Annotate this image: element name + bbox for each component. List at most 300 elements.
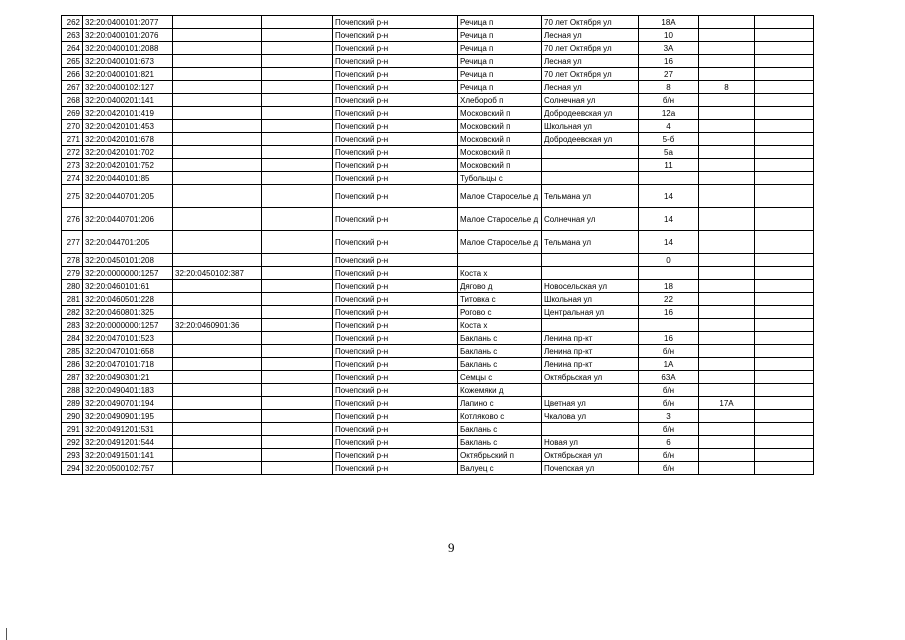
- empty-cell: [262, 94, 333, 107]
- flat-number-cell: [699, 462, 755, 475]
- secondary-cadastral-number: [173, 332, 262, 345]
- row-number: 289: [62, 397, 83, 410]
- street-cell: [542, 423, 639, 436]
- settlement-cell: Речица п: [458, 29, 542, 42]
- empty-cell: [262, 410, 333, 423]
- empty-cell: [262, 172, 333, 185]
- settlement-cell: Московский п: [458, 159, 542, 172]
- empty-cell: [262, 267, 333, 280]
- district-cell: Почепский р-н: [333, 42, 458, 55]
- row-number: 267: [62, 81, 83, 94]
- settlement-cell: Московский п: [458, 146, 542, 159]
- empty-cell: [262, 55, 333, 68]
- settlement-cell: Речица п: [458, 68, 542, 81]
- row-number: 287: [62, 371, 83, 384]
- flat-number-cell: [699, 293, 755, 306]
- empty-cell: [755, 55, 814, 68]
- table-row: [62, 159, 814, 172]
- secondary-cadastral-number: [173, 410, 262, 423]
- flat-number-cell: [699, 319, 755, 332]
- empty-cell: [262, 159, 333, 172]
- street-cell: [542, 146, 639, 159]
- row-number: 276: [62, 208, 83, 231]
- flat-number-cell: [699, 267, 755, 280]
- empty-cell: [755, 185, 814, 208]
- house-number-cell: б/н: [639, 345, 699, 358]
- empty-cell: [755, 449, 814, 462]
- secondary-cadastral-number: [173, 306, 262, 319]
- flat-number-cell: [699, 345, 755, 358]
- empty-cell: [755, 94, 814, 107]
- row-number: 272: [62, 146, 83, 159]
- secondary-cadastral-number: [173, 231, 262, 254]
- empty-cell: [262, 120, 333, 133]
- cadastral-number: 32:20:0460101:61: [83, 280, 173, 293]
- flat-number-cell: [699, 208, 755, 231]
- row-number: 266: [62, 68, 83, 81]
- empty-cell: [262, 280, 333, 293]
- cadastral-number: 32:20:0420101:752: [83, 159, 173, 172]
- district-cell: Почепский р-н: [333, 410, 458, 423]
- empty-cell: [755, 172, 814, 185]
- row-number: 264: [62, 42, 83, 55]
- table-row: [62, 358, 814, 371]
- row-number: 268: [62, 94, 83, 107]
- cadastral-number: 32:20:0470101:718: [83, 358, 173, 371]
- street-cell: Солнечная ул: [542, 94, 639, 107]
- flat-number-cell: [699, 410, 755, 423]
- cadastral-number: 32:20:0490401:183: [83, 384, 173, 397]
- cadastral-number: 32:20:0460501:228: [83, 293, 173, 306]
- district-cell: Почепский р-н: [333, 185, 458, 208]
- settlement-cell: Хлебороб п: [458, 94, 542, 107]
- table-row: [62, 449, 814, 462]
- settlement-cell: Баклань с: [458, 436, 542, 449]
- street-cell: Чкалова ул: [542, 410, 639, 423]
- row-number: 281: [62, 293, 83, 306]
- table-row: [62, 94, 814, 107]
- settlement-cell: Баклань с: [458, 345, 542, 358]
- secondary-cadastral-number: [173, 120, 262, 133]
- empty-cell: [755, 280, 814, 293]
- house-number-cell: 14: [639, 208, 699, 231]
- secondary-cadastral-number: [173, 55, 262, 68]
- row-number: 269: [62, 107, 83, 120]
- empty-cell: [755, 319, 814, 332]
- flat-number-cell: 17А: [699, 397, 755, 410]
- settlement-cell: Московский п: [458, 133, 542, 146]
- empty-cell: [755, 293, 814, 306]
- cadastral-number: 32:20:0470101:523: [83, 332, 173, 345]
- row-number: 294: [62, 462, 83, 475]
- district-cell: Почепский р-н: [333, 280, 458, 293]
- street-cell: [542, 384, 639, 397]
- flat-number-cell: [699, 185, 755, 208]
- table-row: [62, 319, 814, 332]
- flat-number-cell: [699, 423, 755, 436]
- house-number-cell: 18А: [639, 16, 699, 29]
- table-row: [62, 306, 814, 319]
- district-cell: Почепский р-н: [333, 81, 458, 94]
- settlement-cell: Лапино с: [458, 397, 542, 410]
- table-row: [62, 42, 814, 55]
- house-number-cell: 5а: [639, 146, 699, 159]
- empty-cell: [755, 68, 814, 81]
- settlement-cell: Речица п: [458, 81, 542, 94]
- empty-cell: [262, 133, 333, 146]
- secondary-cadastral-number: [173, 42, 262, 55]
- empty-cell: [755, 146, 814, 159]
- table-row: [62, 410, 814, 423]
- house-number-cell: б/н: [639, 462, 699, 475]
- table-row: [62, 81, 814, 94]
- empty-cell: [755, 42, 814, 55]
- street-cell: Ленина пр-кт: [542, 358, 639, 371]
- flat-number-cell: [699, 146, 755, 159]
- house-number-cell: 16: [639, 306, 699, 319]
- district-cell: Почепский р-н: [333, 55, 458, 68]
- street-cell: [542, 267, 639, 280]
- secondary-cadastral-number: [173, 81, 262, 94]
- cadastral-number: 32:20:0420101:702: [83, 146, 173, 159]
- settlement-cell: Речица п: [458, 55, 542, 68]
- row-number: 274: [62, 172, 83, 185]
- district-cell: Почепский р-н: [333, 293, 458, 306]
- table-row: [62, 462, 814, 475]
- house-number-cell: 6: [639, 436, 699, 449]
- secondary-cadastral-number: [173, 133, 262, 146]
- street-cell: Центральная ул: [542, 306, 639, 319]
- flat-number-cell: [699, 371, 755, 384]
- secondary-cadastral-number: [173, 397, 262, 410]
- empty-cell: [262, 29, 333, 42]
- table-row: [62, 332, 814, 345]
- flat-number-cell: [699, 68, 755, 81]
- cadastral-number: 32:20:0450101:208: [83, 254, 173, 267]
- settlement-cell: Тубольцы с: [458, 172, 542, 185]
- settlement-cell: Коста х: [458, 267, 542, 280]
- empty-cell: [262, 423, 333, 436]
- street-cell: Октябрьская ул: [542, 449, 639, 462]
- district-cell: Почепский р-н: [333, 306, 458, 319]
- row-number: 277: [62, 231, 83, 254]
- district-cell: Почепский р-н: [333, 423, 458, 436]
- street-cell: [542, 159, 639, 172]
- empty-cell: [262, 397, 333, 410]
- cadastral-number: 32:20:0490701:194: [83, 397, 173, 410]
- empty-cell: [755, 410, 814, 423]
- empty-cell: [755, 16, 814, 29]
- empty-cell: [262, 384, 333, 397]
- flat-number-cell: [699, 159, 755, 172]
- street-cell: Почепская ул: [542, 462, 639, 475]
- secondary-cadastral-number: [173, 29, 262, 42]
- table-row: [62, 133, 814, 146]
- row-number: 282: [62, 306, 83, 319]
- cadastral-number: 32:20:0000000:1257: [83, 319, 173, 332]
- empty-cell: [755, 120, 814, 133]
- street-cell: Цветная ул: [542, 397, 639, 410]
- district-cell: Почепский р-н: [333, 29, 458, 42]
- table-row: [62, 68, 814, 81]
- row-number: 273: [62, 159, 83, 172]
- table-row: [62, 55, 814, 68]
- street-cell: Октябрьская ул: [542, 371, 639, 384]
- district-cell: Почепский р-н: [333, 172, 458, 185]
- street-cell: Ленина пр-кт: [542, 345, 639, 358]
- secondary-cadastral-number: [173, 68, 262, 81]
- district-cell: Почепский р-н: [333, 133, 458, 146]
- street-cell: Лесная ул: [542, 81, 639, 94]
- cadastral-number: 32:20:0400101:821: [83, 68, 173, 81]
- flat-number-cell: [699, 16, 755, 29]
- row-number: 278: [62, 254, 83, 267]
- district-cell: Почепский р-н: [333, 436, 458, 449]
- flat-number-cell: [699, 172, 755, 185]
- empty-cell: [755, 462, 814, 475]
- cadastral-number: 32:20:0500102:757: [83, 462, 173, 475]
- empty-cell: [755, 358, 814, 371]
- secondary-cadastral-number: [173, 384, 262, 397]
- district-cell: Почепский р-н: [333, 345, 458, 358]
- settlement-cell: Баклань с: [458, 423, 542, 436]
- settlement-cell: Дягово д: [458, 280, 542, 293]
- flat-number-cell: [699, 280, 755, 293]
- table-row: [62, 293, 814, 306]
- secondary-cadastral-number: [173, 345, 262, 358]
- house-number-cell: 22: [639, 293, 699, 306]
- street-cell: Солнечная ул: [542, 208, 639, 231]
- secondary-cadastral-number: [173, 462, 262, 475]
- settlement-cell: Малое Староселье д: [458, 185, 542, 208]
- flat-number-cell: 8: [699, 81, 755, 94]
- flat-number-cell: [699, 306, 755, 319]
- flat-number-cell: [699, 254, 755, 267]
- row-number: 291: [62, 423, 83, 436]
- empty-cell: [262, 462, 333, 475]
- house-number-cell: 3: [639, 410, 699, 423]
- table-row: [62, 107, 814, 120]
- house-number-cell: б/н: [639, 423, 699, 436]
- secondary-cadastral-number: [173, 280, 262, 293]
- registry-rows: [62, 16, 814, 475]
- street-cell: Тельмана ул: [542, 231, 639, 254]
- table-row: [62, 384, 814, 397]
- table-row: [62, 29, 814, 42]
- row-number: 293: [62, 449, 83, 462]
- table-row: [62, 120, 814, 133]
- table-row: [62, 436, 814, 449]
- row-number: 262: [62, 16, 83, 29]
- empty-cell: [262, 293, 333, 306]
- flat-number-cell: [699, 120, 755, 133]
- district-cell: Почепский р-н: [333, 319, 458, 332]
- cadastral-number: 32:20:0460801:325: [83, 306, 173, 319]
- house-number-cell: [639, 267, 699, 280]
- house-number-cell: б/н: [639, 94, 699, 107]
- registry-table: [61, 15, 814, 475]
- table-row: [62, 397, 814, 410]
- street-cell: Лесная ул: [542, 29, 639, 42]
- table-row: [62, 231, 814, 254]
- settlement-cell: Рогово с: [458, 306, 542, 319]
- row-number: 290: [62, 410, 83, 423]
- district-cell: Почепский р-н: [333, 231, 458, 254]
- empty-cell: [262, 81, 333, 94]
- empty-cell: [262, 306, 333, 319]
- table-row: [62, 146, 814, 159]
- house-number-cell: 18: [639, 280, 699, 293]
- row-number: 284: [62, 332, 83, 345]
- table-row: [62, 254, 814, 267]
- flat-number-cell: [699, 29, 755, 42]
- secondary-cadastral-number: [173, 94, 262, 107]
- row-number: 265: [62, 55, 83, 68]
- empty-cell: [755, 332, 814, 345]
- secondary-cadastral-number: [173, 185, 262, 208]
- secondary-cadastral-number: [173, 436, 262, 449]
- secondary-cadastral-number: [173, 254, 262, 267]
- empty-cell: [262, 449, 333, 462]
- house-number-cell: 14: [639, 185, 699, 208]
- empty-cell: [755, 29, 814, 42]
- cadastral-number: 32:20:0470101:658: [83, 345, 173, 358]
- flat-number-cell: [699, 42, 755, 55]
- empty-cell: [262, 254, 333, 267]
- settlement-cell: [458, 254, 542, 267]
- house-number-cell: 0: [639, 254, 699, 267]
- empty-cell: [755, 436, 814, 449]
- flat-number-cell: [699, 384, 755, 397]
- empty-cell: [262, 358, 333, 371]
- secondary-cadastral-number: [173, 107, 262, 120]
- district-cell: Почепский р-н: [333, 107, 458, 120]
- house-number-cell: б/н: [639, 384, 699, 397]
- table-row: [62, 423, 814, 436]
- district-cell: Почепский р-н: [333, 397, 458, 410]
- empty-cell: [262, 345, 333, 358]
- table-row: [62, 172, 814, 185]
- cadastral-number: 32:20:0400201:141: [83, 94, 173, 107]
- secondary-cadastral-number: [173, 159, 262, 172]
- house-number-cell: 63А: [639, 371, 699, 384]
- settlement-cell: Речица п: [458, 16, 542, 29]
- district-cell: Почепский р-н: [333, 254, 458, 267]
- row-number: 275: [62, 185, 83, 208]
- house-number-cell: 8: [639, 81, 699, 94]
- row-number: 292: [62, 436, 83, 449]
- empty-cell: [755, 384, 814, 397]
- row-number: 288: [62, 384, 83, 397]
- district-cell: Почепский р-н: [333, 358, 458, 371]
- row-number: 285: [62, 345, 83, 358]
- settlement-cell: Титовка с: [458, 293, 542, 306]
- secondary-cadastral-number: 32:20:0450102:387: [173, 267, 262, 280]
- house-number-cell: 11: [639, 159, 699, 172]
- cadastral-number: 32:20:0491201:544: [83, 436, 173, 449]
- district-cell: Почепский р-н: [333, 159, 458, 172]
- street-cell: 70 лет Октября ул: [542, 42, 639, 55]
- row-number: 280: [62, 280, 83, 293]
- district-cell: Почепский р-н: [333, 120, 458, 133]
- flat-number-cell: [699, 332, 755, 345]
- district-cell: Почепский р-н: [333, 384, 458, 397]
- district-cell: Почепский р-н: [333, 94, 458, 107]
- cadastral-number: 32:20:0400102:127: [83, 81, 173, 94]
- table-row: [62, 16, 814, 29]
- settlement-cell: Московский п: [458, 107, 542, 120]
- street-cell: [542, 172, 639, 185]
- cadastral-number: 32:20:0490301:21: [83, 371, 173, 384]
- street-cell: [542, 319, 639, 332]
- settlement-cell: Коста х: [458, 319, 542, 332]
- table-row: [62, 371, 814, 384]
- cadastral-number: 32:20:0440701:206: [83, 208, 173, 231]
- secondary-cadastral-number: [173, 371, 262, 384]
- settlement-cell: Баклань с: [458, 358, 542, 371]
- empty-cell: [262, 208, 333, 231]
- secondary-cadastral-number: [173, 293, 262, 306]
- row-number: 271: [62, 133, 83, 146]
- district-cell: Почепский р-н: [333, 68, 458, 81]
- house-number-cell: [639, 172, 699, 185]
- street-cell: Лесная ул: [542, 55, 639, 68]
- house-number-cell: [639, 319, 699, 332]
- secondary-cadastral-number: [173, 423, 262, 436]
- flat-number-cell: [699, 449, 755, 462]
- flat-number-cell: [699, 133, 755, 146]
- district-cell: Почепский р-н: [333, 208, 458, 231]
- empty-cell: [262, 16, 333, 29]
- empty-cell: [755, 267, 814, 280]
- cadastral-number: 32:20:0490901:195: [83, 410, 173, 423]
- row-number: 263: [62, 29, 83, 42]
- street-cell: Школьная ул: [542, 293, 639, 306]
- settlement-cell: Баклань с: [458, 332, 542, 345]
- settlement-cell: Малое Староселье д: [458, 231, 542, 254]
- flat-number-cell: [699, 94, 755, 107]
- district-cell: Почепский р-н: [333, 371, 458, 384]
- table-row: [62, 280, 814, 293]
- house-number-cell: 12а: [639, 107, 699, 120]
- table-row: [62, 185, 814, 208]
- settlement-cell: Московский п: [458, 120, 542, 133]
- street-cell: Добродеевская ул: [542, 133, 639, 146]
- flat-number-cell: [699, 231, 755, 254]
- empty-cell: [262, 332, 333, 345]
- empty-cell: [755, 107, 814, 120]
- empty-cell: [755, 345, 814, 358]
- empty-cell: [755, 159, 814, 172]
- cadastral-number: 32:20:0491201:531: [83, 423, 173, 436]
- district-cell: Почепский р-н: [333, 16, 458, 29]
- street-cell: 70 лет Октября ул: [542, 16, 639, 29]
- flat-number-cell: [699, 55, 755, 68]
- district-cell: Почепский р-н: [333, 462, 458, 475]
- secondary-cadastral-number: [173, 16, 262, 29]
- district-cell: Почепский р-н: [333, 267, 458, 280]
- row-number: 270: [62, 120, 83, 133]
- district-cell: Почепский р-н: [333, 332, 458, 345]
- street-cell: Новосельская ул: [542, 280, 639, 293]
- street-cell: Новая ул: [542, 436, 639, 449]
- house-number-cell: 16: [639, 55, 699, 68]
- settlement-cell: Октябрьский п: [458, 449, 542, 462]
- empty-cell: [755, 81, 814, 94]
- cadastral-number: 32:20:0000000:1257: [83, 267, 173, 280]
- empty-cell: [755, 397, 814, 410]
- empty-cell: [262, 436, 333, 449]
